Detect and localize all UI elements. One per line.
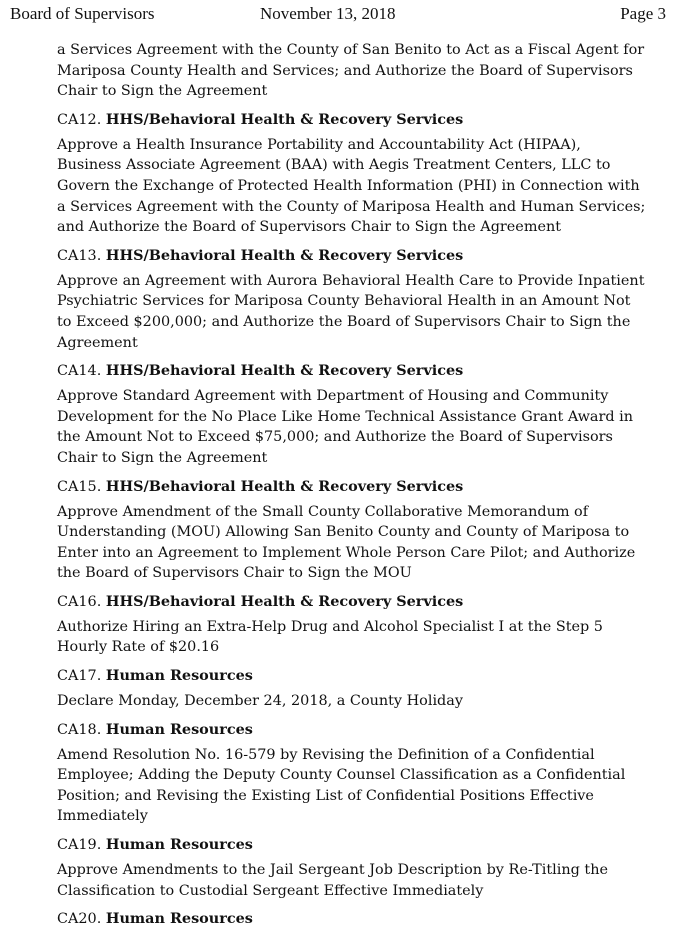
agenda-item-department: Human Resources <box>105 720 253 738</box>
agenda-items <box>57 110 657 931</box>
page-header <box>0 0 680 26</box>
text-line: Understanding (MOU) Allowing San Benito County and County of Mariposa to <box>57 524 630 541</box>
text-line: Approve an Agreement with Aurora Behavioral Health Care to Provide Inpatient <box>57 272 645 289</box>
agenda-item-department: HHS/Behavioral Health & Recovery Services <box>105 246 464 264</box>
agenda-item-description <box>57 271 657 353</box>
text-line: Approve Amendment of the Small County Collaborative Memorandum of <box>57 503 589 520</box>
text-line: Declare Monday, December 24, 2018, a County Holiday <box>57 693 463 710</box>
text-line: Development for the No Place Like Home Technical Assistance Grant Award in <box>57 408 634 425</box>
agenda-item-number: CA18. <box>57 721 102 738</box>
agenda-item <box>57 246 657 353</box>
text-line: Classification to Custodial Sergeant Effective Immediately <box>57 882 484 899</box>
agenda-item-number: CA17. <box>57 668 102 685</box>
agenda-item-number: CA14. <box>57 363 102 380</box>
agenda-item-description <box>57 386 657 468</box>
agenda-item-department: Human Resources <box>105 910 253 928</box>
agenda-item-number: CA19. <box>57 837 102 854</box>
agenda-item <box>57 720 657 827</box>
header-meeting-date: November 13, 2018 <box>260 4 396 23</box>
agenda-item-description <box>57 502 657 584</box>
text-line: Authorize Hiring an Extra-Help Drug and Alcohol Specialist I at the Step 5 <box>57 618 603 635</box>
text-line: Immediately <box>57 808 148 825</box>
agenda-item-number: CA15. <box>57 478 102 495</box>
agenda-item-number: CA16. <box>57 593 102 610</box>
agenda-item <box>57 592 657 658</box>
agenda-item-heading <box>57 835 657 857</box>
agenda-item-heading <box>57 246 657 268</box>
agenda-item-heading <box>57 477 657 499</box>
text-line: Chair to Sign the Agreement <box>57 83 268 100</box>
continuation-paragraph <box>57 40 657 102</box>
agenda-item-description <box>57 745 657 827</box>
agenda-item-department: HHS/Behavioral Health & Recovery Services <box>105 362 464 380</box>
agenda-item-department: HHS/Behavioral Health & Recovery Services <box>105 592 464 610</box>
agenda-item-description <box>57 135 657 238</box>
agenda-item-description <box>57 617 657 658</box>
agenda-item <box>57 361 657 468</box>
agenda-item <box>57 477 657 584</box>
header-board-name: Board of Supervisors <box>10 4 155 23</box>
text-line: Psychiatric Services for Mariposa County Behavioral Health in an Amount Not <box>57 293 631 310</box>
text-line: and Authorize the Board of Supervisors Chair to Sign the Agreement <box>57 219 562 236</box>
text-line: Mariposa County Health and Services; and Authorize the Board of Supervisors <box>57 62 633 79</box>
agenda-item-heading <box>57 110 657 132</box>
agenda-item-heading <box>57 909 657 931</box>
text-line: to Exceed $200,000; and Authorize the Board of Supervisors Chair to Sign the <box>57 313 631 330</box>
agenda-item-department: HHS/Behavioral Health & Recovery Services <box>105 477 464 495</box>
agenda-item <box>57 835 657 901</box>
agenda-item-number: CA12. <box>57 111 102 128</box>
header-page-number: Page 3 <box>620 4 666 23</box>
agenda-item-description <box>57 860 657 901</box>
agenda-item <box>57 110 657 238</box>
text-line: Approve Amendments to the Jail Sergeant Job Description by Re-Titling the <box>57 862 608 879</box>
text-line: Enter into an Agreement to Implement Whole Person Care Pilot; and Authorize <box>57 544 636 561</box>
agenda-item-heading <box>57 720 657 742</box>
text-line: the Board of Supervisors Chair to Sign the MOU <box>57 565 412 582</box>
text-line: Approve Standard Agreement with Department of Housing and Community <box>57 388 609 405</box>
text-line: a Services Agreement with the County of Mariposa Health and Human Services; <box>57 198 646 215</box>
agenda-item-number: CA20. <box>57 911 102 928</box>
agenda-item-heading <box>57 666 657 688</box>
text-line: Agreement <box>57 334 138 351</box>
text-line: Business Associate Agreement (BAA) with Aegis Treatment Centers, LLC to <box>57 157 611 174</box>
agenda-item-department: Human Resources <box>105 836 253 854</box>
text-line: Chair to Sign the Agreement <box>57 449 268 466</box>
text-line: the Amount Not to Exceed $75,000; and Authorize the Board of Supervisors <box>57 429 613 446</box>
agenda-item <box>57 909 657 931</box>
text-line: Hourly Rate of $20.16 <box>57 639 220 656</box>
agenda-content <box>57 40 657 931</box>
agenda-item-department: Human Resources <box>105 667 253 685</box>
agenda-item-description <box>57 691 657 712</box>
agenda-item-heading <box>57 361 657 383</box>
text-line: Position; and Revising the Existing List of Confidential Positions Effective <box>57 787 594 804</box>
text-line: Govern the Exchange of Protected Health Information (PHI) in Connection with <box>57 177 640 194</box>
text-line: Approve a Health Insurance Portability and Accountability Act (HIPAA), <box>57 136 581 153</box>
text-line: Amend Resolution No. 16-579 by Revising the Definition of a Confidential <box>57 746 595 763</box>
agenda-item-heading <box>57 592 657 614</box>
text-line: Employee; Adding the Deputy County Counsel Classification as a Confidential <box>57 767 626 784</box>
agenda-item-department: HHS/Behavioral Health & Recovery Services <box>105 110 464 128</box>
agenda-item-number: CA13. <box>57 247 102 264</box>
text-line: a Services Agreement with the County of San Benito to Act as a Fiscal Agent for <box>57 42 645 58</box>
agenda-item <box>57 666 657 712</box>
